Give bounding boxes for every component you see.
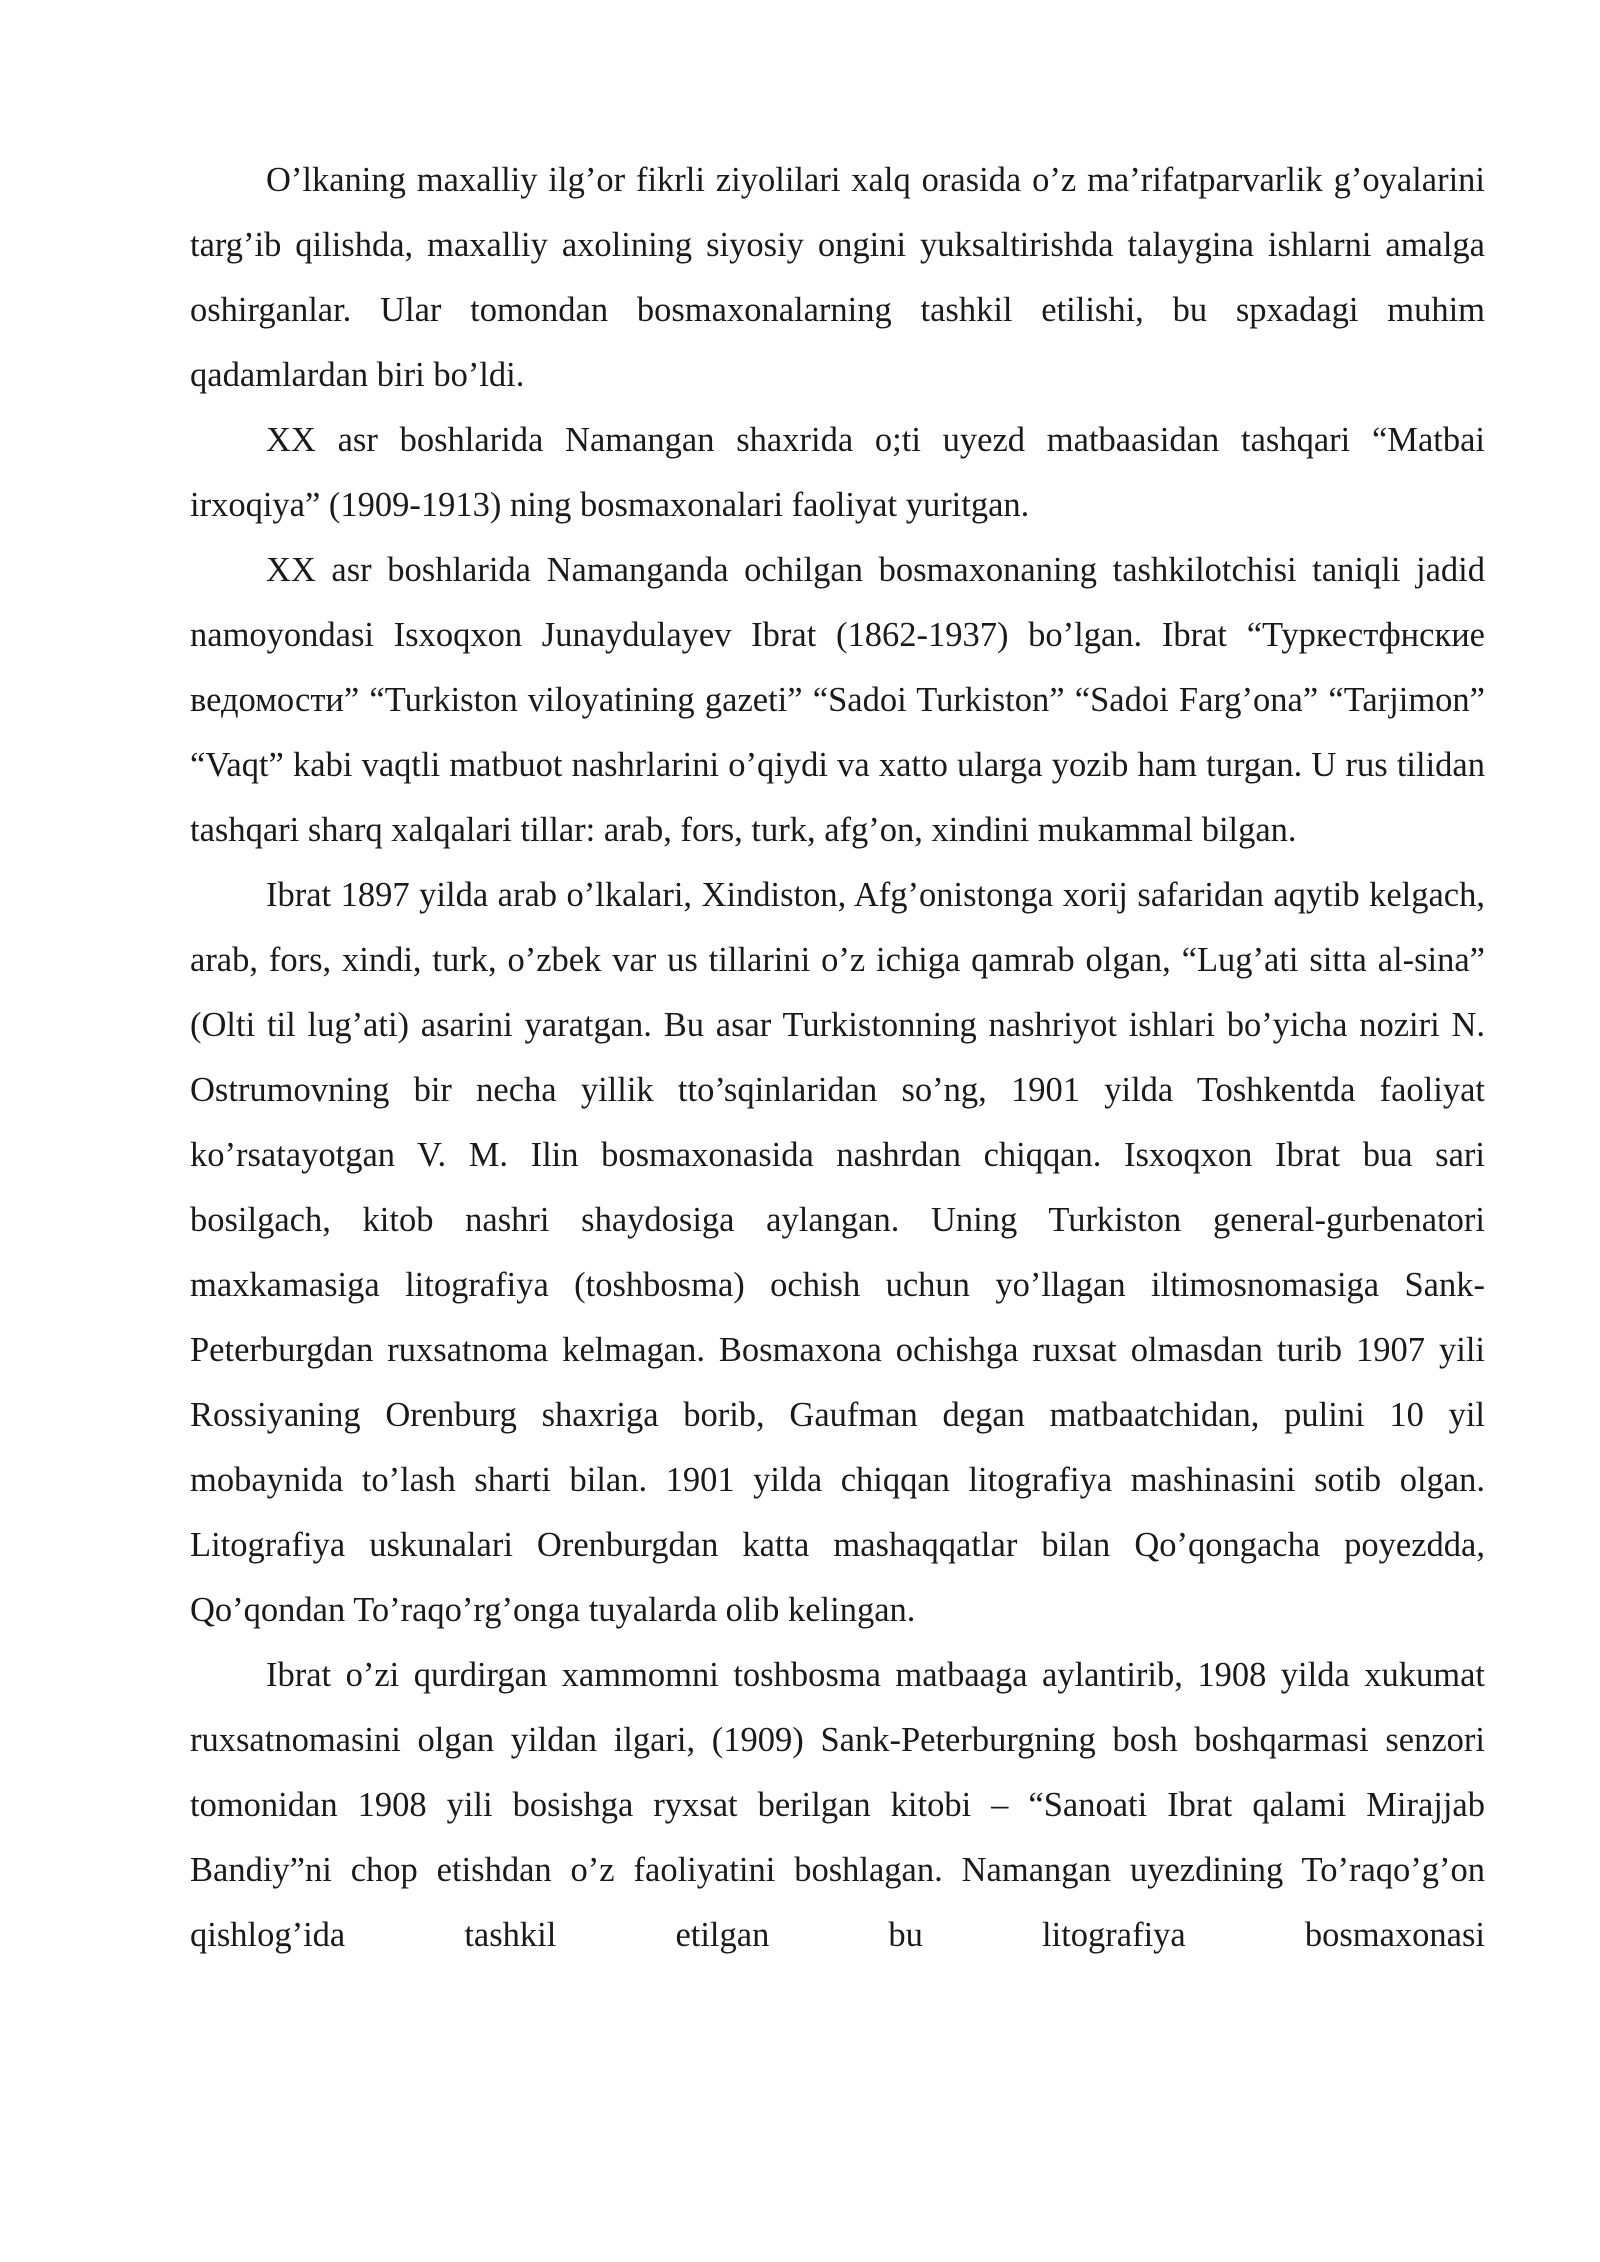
paragraph-2: XX asr boshlarida Namangan shaxrida o;ti uyezd matbaasidan tashqari “Matbai irxoqiya” (1909-1913) ning bosmaxonalari faoliyat yuritgan. — [190, 421, 1485, 524]
document-body — [190, 148, 1485, 1968]
paragraph-3: XX asr boshlarida Namanganda ochilgan bosmaxonaning tashkilotchisi taniqli jadid namoyondasi Isxoqxon Junaydulayev Ibrat (1862-1937) bo’lgan. Ibrat “Туркестфнские ведомости” “Turkiston viloyatining gazeti” “Sadoi Turkiston” “Sadoi Farg’ona” “Tarjimon” “Vaqt” kabi vaqtli matbuot nashrlarini o’qiydi va xatto ularga yozib ham turgan. U rus tilidan tashqari sharq xalqalari tillar: arab, fors, turk, afg’on, xindini mukammal bilgan. — [190, 551, 1485, 849]
paragraph-1: O’lkaning maxalliy ilg’or fikrli ziyolilari xalq orasida o’z ma’rifatparvarlik g’oyalarini targ’ib qilishda, maxalliy axolining siyosiy ongini yuksaltirishda talaygina ishlarni amalga oshirganlar. Ular tomondan bosmaxonalarning tashkil etilishi, bu spxadagi muhim qadamlardan biri bo’ldi. — [190, 161, 1485, 394]
paragraph-5: Ibrat o’zi qurdirgan xammomni toshbosma matbaaga aylantirib, 1908 yilda xukumat ruxsatnomasini olgan yildan ilgari, (1909) Sank-Peterburgning bosh boshqarmasi senzori tomonidan 1908 yili bosishga ryxsat berilgan kitobi – “Sanoati Ibrat qalami Mirajjab Bandiy”ni chop etishdan o’z faoliyatini boshlagan. Namangan uyezdining To’raqo’g’on qishlog’ida tashkil etilgan bu litografiya bosmaxonasi — [190, 1656, 1485, 1954]
paragraph-4: Ibrat 1897 yilda arab o’lkalari, Xindiston, Afg’onistonga xorij safaridan aqytib kelgach, arab, fors, xindi, turk, o’zbek var us tillarini o’z ichiga qamrab olgan, “Lug’ati sitta al-sina” (Olti til lug’ati) asarini yaratgan. Bu asar Turkistonning nashriyot ishlari bo’yicha noziri N. Ostrumovning bir necha yillik tto’sqinlaridan so’ng, 1901 yilda Toshkentda faoliyat ko’rsatayotgan V. M. Ilin bosmaxonasida nashrdan chiqqan. Isxoqxon Ibrat bua sari bosilgach, kitob nashri shaydosiga aylangan. Uning Turkiston general-gurbenatori maxkamasiga litografiya (toshbosma) ochish uchun yo’llagan iltimosnomasiga Sank-Peterburgdan ruxsatnoma kelmagan. Bosmaxona ochishga ruxsat olmasdan turib 1907 yili Rossiyaning Orenburg shaxriga borib, Gaufman degan matbaatchidan, pulini 10 yil mobaynida to’lash sharti bilan. 1901 yilda chiqqan litografiya mashinasini sotib olgan. Litografiya uskunalari Orenburgdan katta mashaqqatlar bilan Qo’qongacha poyezdda, Qo’qondan To’raqo’rg’onga tuyalarda olib kelingan. — [190, 876, 1485, 1629]
